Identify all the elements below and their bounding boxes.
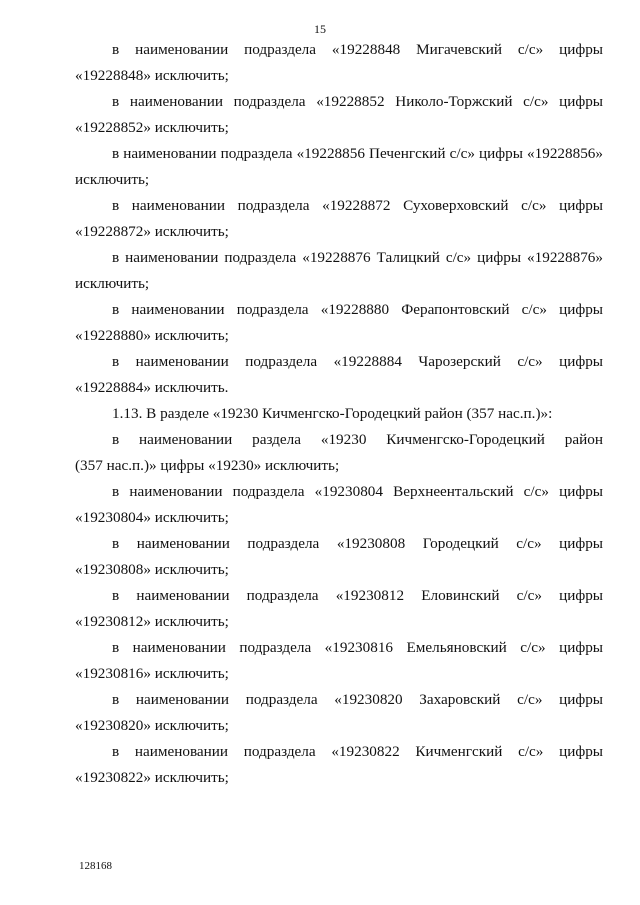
document-body [75, 37, 603, 791]
paragraph-line: в наименовании раздела «19230 Кичменгско-Городецкий район [112, 431, 603, 448]
paragraph [75, 245, 603, 297]
paragraph [75, 583, 603, 635]
paragraph-line: «19230808» исключить; [75, 561, 229, 578]
paragraph-line: (357 нас.п.)» цифры «19230» исключить; [75, 457, 340, 474]
paragraph-line: исключить; [75, 171, 150, 188]
paragraph-line: в наименовании подраздела «19230816 Емельяновский с/с» цифры [112, 639, 603, 656]
paragraph-line: «19228852» исключить; [75, 119, 229, 136]
paragraph-line: в наименовании подраздела «19230808 Городецкий с/с» цифры [112, 535, 603, 552]
section-heading: 1.13. В разделе «19230 Кичменгско-Городецкий район (357 нас.п.)»: [112, 405, 553, 422]
paragraph-line: в наименовании подраздела «19228852 Николо-Торжский с/с» цифры [112, 93, 603, 110]
paragraph-line: в наименовании подраздела «19230820 Захаровский с/с» цифры [112, 691, 603, 708]
paragraph [75, 739, 603, 791]
paragraph-line: в наименовании подраздела «19228880 Ферапонтовский с/с» цифры [112, 301, 603, 318]
paragraph-line: в наименовании подраздела «19228856 Печенгский с/с» цифры «19228856» [112, 145, 603, 162]
paragraph-line: исключить; [75, 275, 150, 292]
paragraph-line: «19230822» исключить; [75, 769, 229, 786]
paragraph [75, 193, 603, 245]
paragraph [75, 349, 603, 401]
paragraph-line: «19228884» исключить. [75, 379, 229, 396]
paragraph-line: «19230820» исключить; [75, 717, 229, 734]
paragraph-line: в наименовании подраздела «19230822 Кичменгский с/с» цифры [112, 743, 603, 760]
paragraph-line: «19228880» исключить; [75, 327, 229, 344]
paragraph [75, 531, 603, 583]
document-code: 128168 [79, 860, 112, 872]
page-number: 15 [314, 22, 326, 36]
paragraph-line: в наименовании подраздела «19228872 Суховерховский с/с» цифры [112, 197, 603, 214]
paragraph-line: в наименовании подраздела «19228848 Мигачевский с/с» цифры [112, 41, 603, 58]
paragraph-line: «19230804» исключить; [75, 509, 229, 526]
paragraph-line: в наименовании подраздела «19230812 Еловинский с/с» цифры [112, 587, 603, 604]
paragraph-line: в наименовании подраздела «19230804 Верхнеентальский с/с» цифры [112, 483, 603, 500]
paragraph-line: в наименовании подраздела «19228884 Чарозерский с/с» цифры [112, 353, 603, 370]
paragraph [75, 37, 603, 89]
paragraph-line: «19228848» исключить; [75, 67, 229, 84]
paragraph [75, 479, 603, 531]
paragraph [75, 427, 603, 479]
paragraph-line: «19228872» исключить; [75, 223, 229, 240]
paragraph [75, 141, 603, 193]
paragraph-line: «19230816» исключить; [75, 665, 229, 682]
paragraph-line: в наименовании подраздела «19228876 Талицкий с/с» цифры «19228876» [112, 249, 603, 266]
paragraph [75, 635, 603, 687]
paragraph [75, 297, 603, 349]
paragraph [75, 89, 603, 141]
paragraph-line: «19230812» исключить; [75, 613, 229, 630]
paragraph [75, 687, 603, 739]
